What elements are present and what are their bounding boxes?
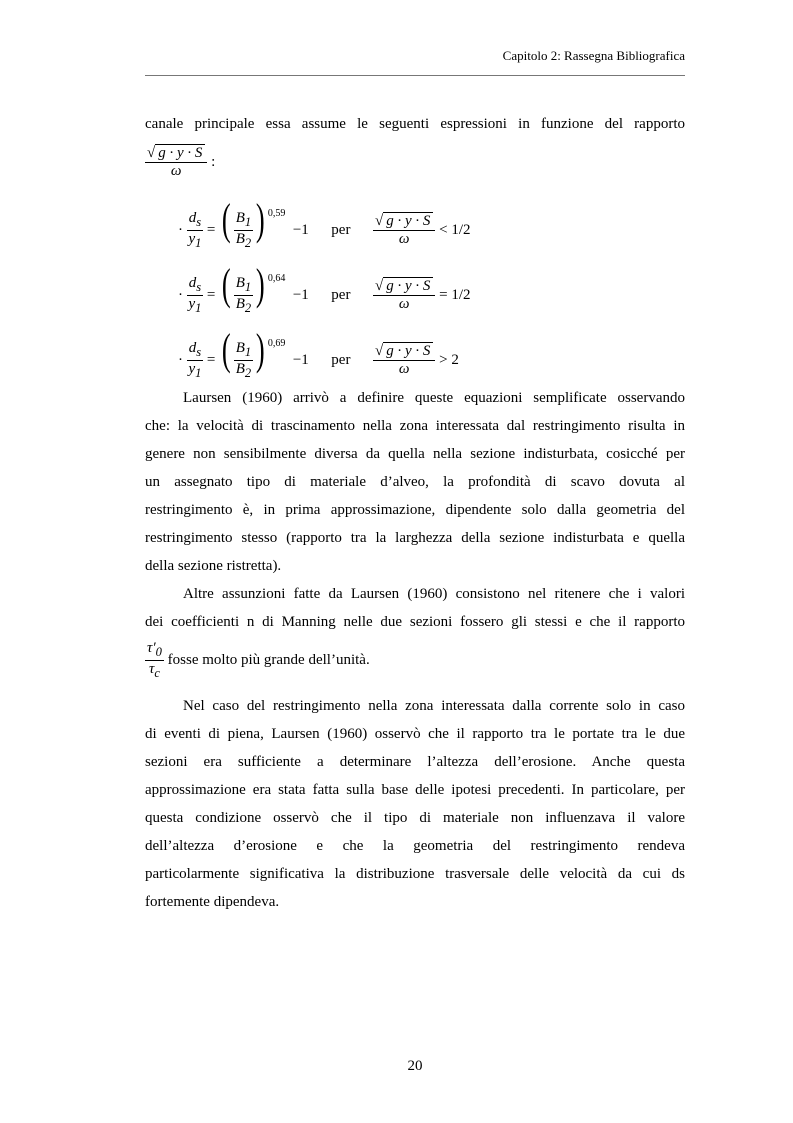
equation-2: · $\frac{d_s}{y_1}$ = ( $\frac{B_1}{B_2}$ ) $^{0,64}$ −1 per $\frac{√ g \cdot y \cdot S}{\omega}$ = 1/2 [178, 260, 471, 316]
text-line: genere non sensibilmente diversa da quella nella sezione indisturbata, cosicché per [145, 446, 685, 462]
header-rule [145, 75, 685, 76]
text-line: Nel caso del restringimento nella zona interessata dalla corrente solo in caso [183, 698, 685, 714]
text-line: dei coefficienti n di Manning nelle due sezioni fossero gli stessi e che il rapporto [145, 614, 685, 630]
intro-text [145, 110, 685, 138]
text-line: di eventi di piena, Laursen (1960) osservò che il rapporto tra le portate tra le due [145, 726, 685, 742]
equation-3: · $\frac{d_s}{y_1}$ = ( $\frac{B_1}{B_2}$ ) $^{0,69}$ −1 per $\frac{√ g \cdot y \cdot S}{\omega}$ > 2 [178, 325, 459, 381]
equation-1: · $\frac{d_s}{y_1}$ = ( $\frac{B_1}{B_2}$ ) $^{0,59}$ −1 per $\frac{√ g \cdot y \cdot S}{\omega}$ < 1/2 [178, 195, 471, 251]
text-line: approssimazione era stata fatta sulla base delle ipotesi precedenti. In particolare, per [145, 782, 685, 798]
paragraph-flood [145, 692, 685, 916]
text-line: restringimento è, in prima approssimazione, dipendente solo dalla geometria del [145, 502, 685, 518]
text-line: un assegnato tipo di materiale d’alveo, la profondità di scavo dovuta al [145, 474, 685, 490]
text-line: questa condizione osservò che il tipo di materiale non influenzava il valore [145, 810, 685, 826]
condition: < 1/2 [439, 222, 471, 238]
paragraph-laursen-2 [145, 580, 685, 636]
text-line: della sezione ristretta). [145, 558, 282, 574]
condition: = 1/2 [439, 287, 471, 303]
exponent: 0,64 [267, 273, 286, 284]
text-line: particolarmente significativa la distribuzione trasversale delle velocità da cui ds [145, 866, 685, 882]
paragraph-laursen-1 [145, 384, 685, 580]
text-line: fosse molto più grande dell’unità. [167, 651, 370, 668]
text-line: dell’altezza d’erosione e che la geometria del restringimento rendeva [145, 838, 685, 854]
text-line: Laursen (1960) arrivò a definire queste equazioni semplificate osservando [183, 390, 685, 406]
text-line: restringimento stesso (rapporto tra la larghezza della sezione indisturbata e quella [145, 530, 685, 546]
running-header: Capitolo 2: Rassegna Bibliografica [502, 48, 685, 63]
text-line: sezioni era sufficiente a determinare l’altezza dell’erosione. Anche questa [145, 754, 685, 770]
intro-line: canale principale essa assume le seguenti espressioni in funzione del rapporto [145, 116, 685, 132]
exponent: 0,69 [267, 338, 286, 349]
page-number: 20 [407, 1058, 423, 1074]
tau-ratio: $\frac{\tau'_0}{\tau_c}$ fosse molto più grande dell’unità. [147, 640, 370, 680]
text-line: fortemente dipendeva. [145, 894, 280, 910]
condition: > 2 [439, 352, 459, 368]
text-line: Altre assunzioni fatte da Laursen (1960) consistono nel ritenere che i valori [183, 586, 685, 602]
exponent: 0,59 [267, 208, 286, 219]
intro-ratio: $\frac{√ g \cdot y \cdot S}{\omega}$ : [147, 145, 216, 179]
text-line: che: la velocità di trascinamento nella zona interessata dal restringimento risulta in [145, 418, 685, 434]
